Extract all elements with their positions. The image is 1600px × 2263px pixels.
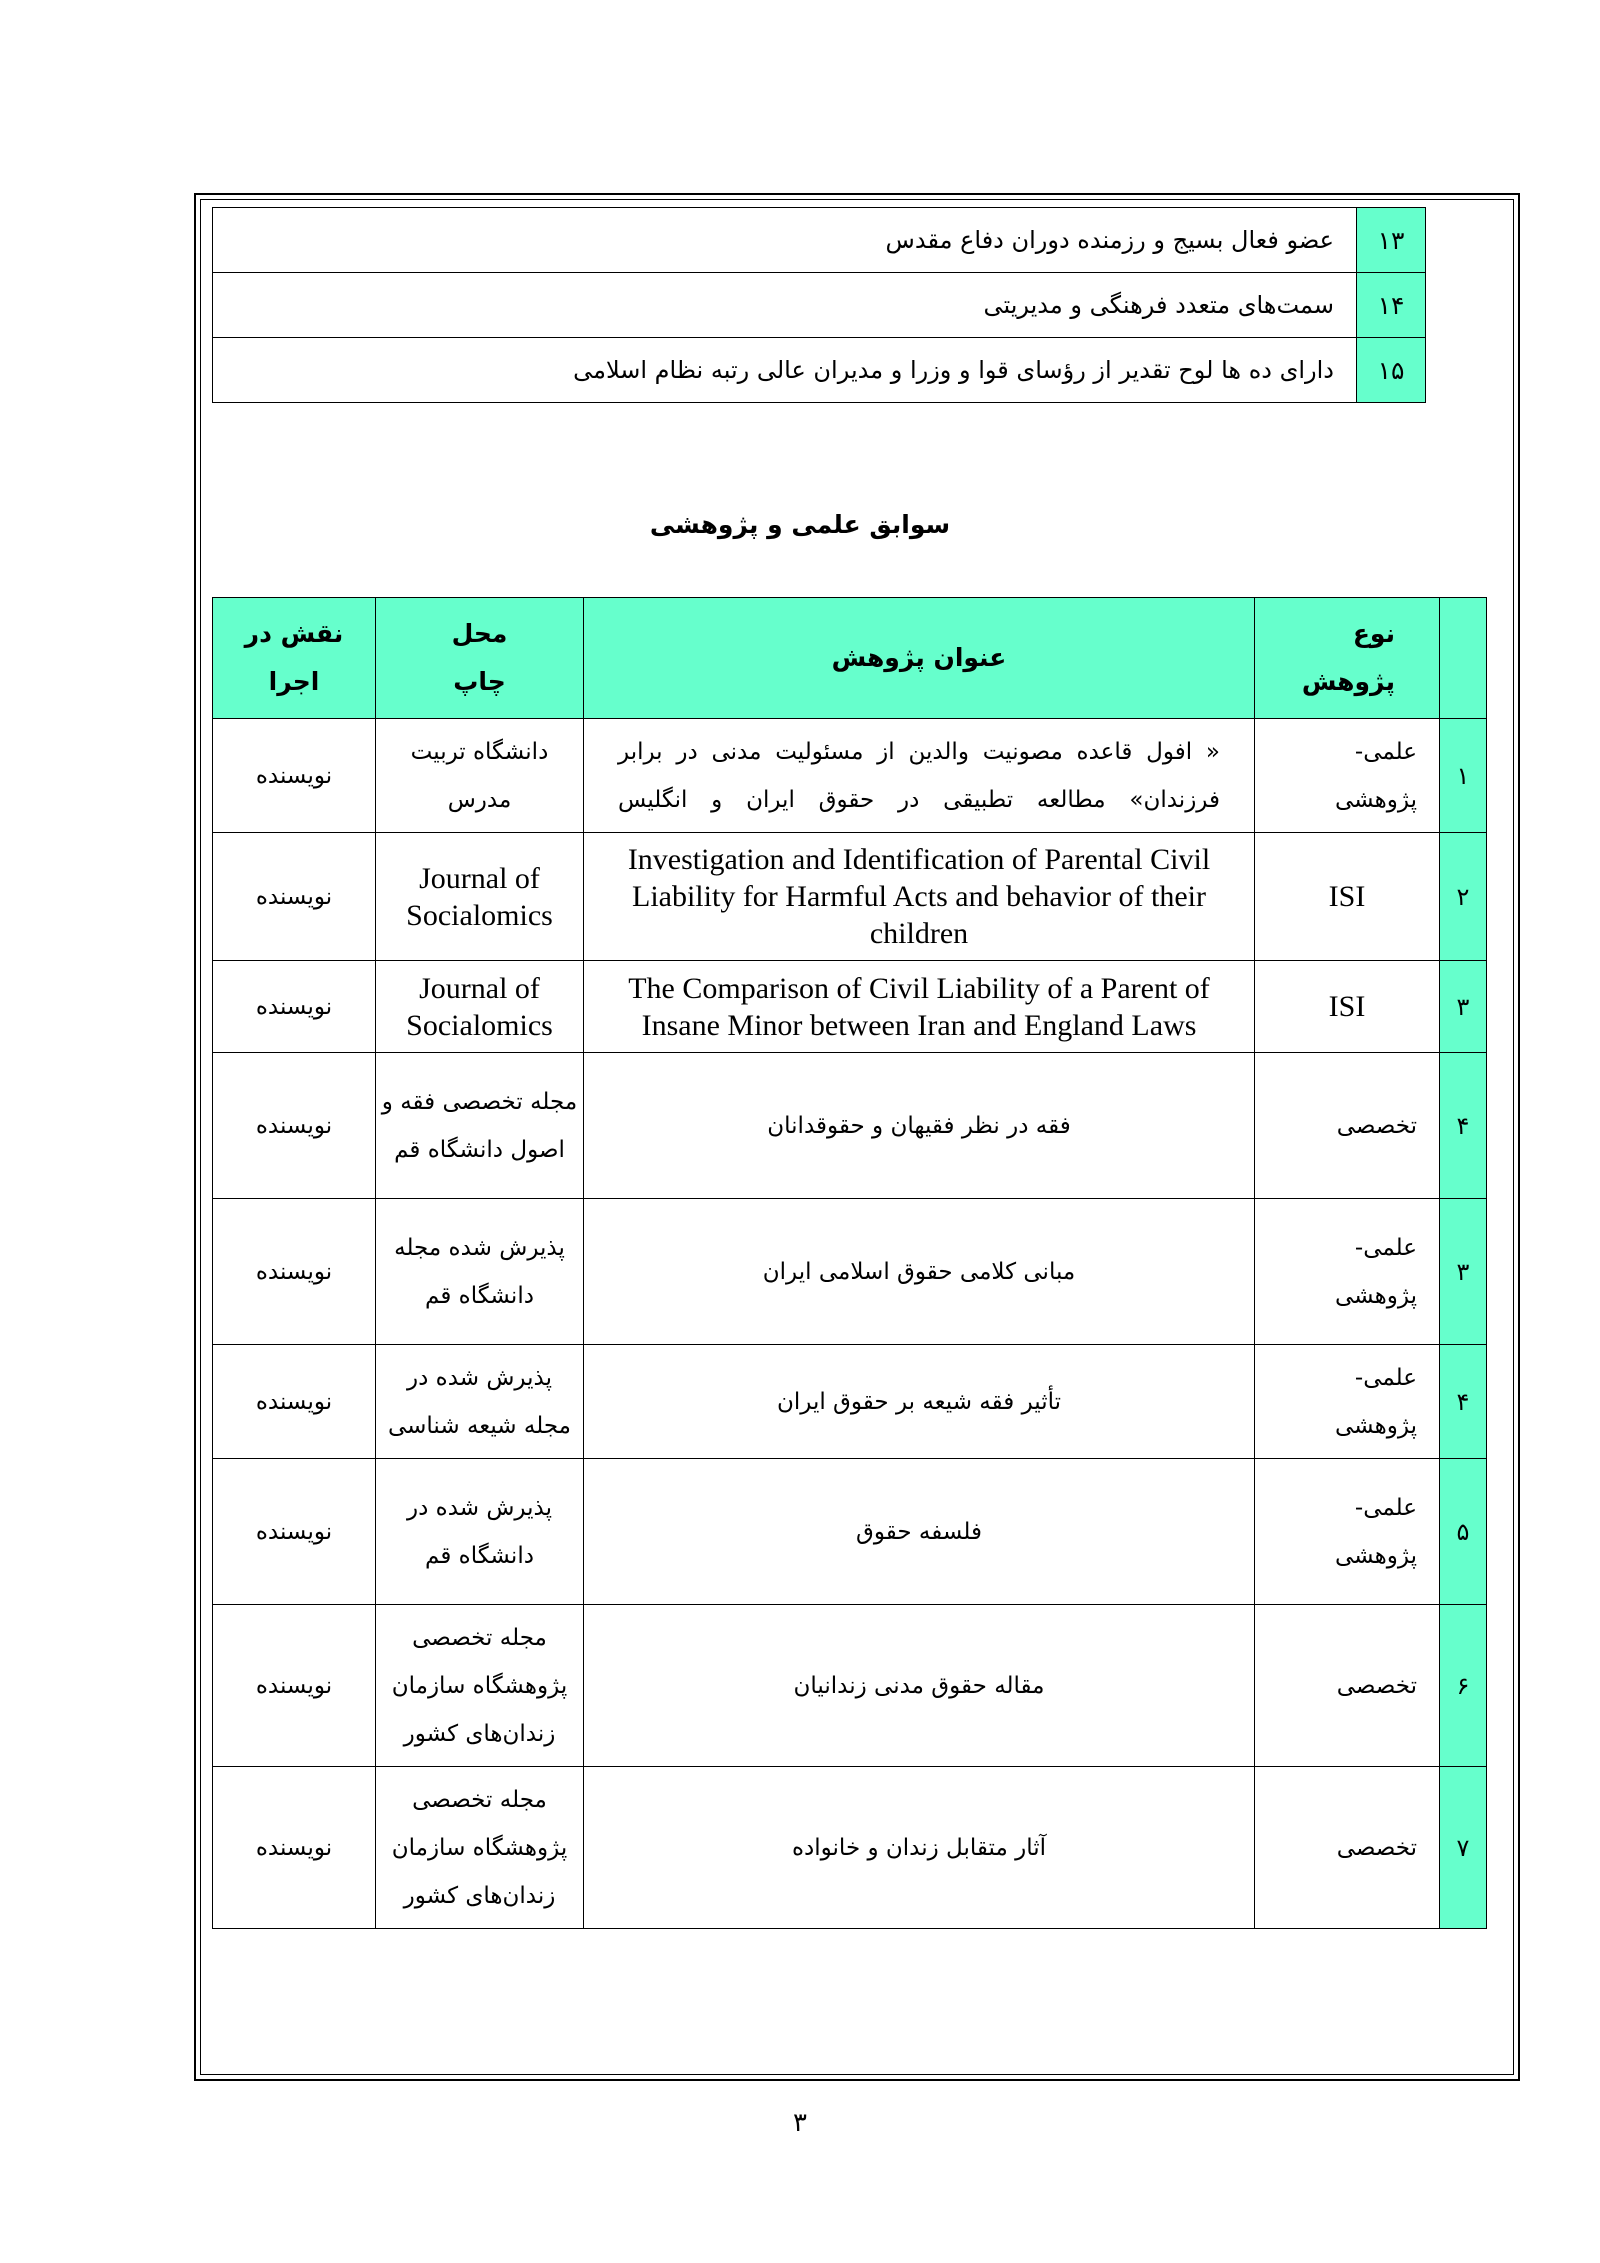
honors-list-table bbox=[212, 207, 1426, 403]
research-type-line: پژوهشی bbox=[1334, 1282, 1417, 1309]
research-title-line: تأثیر فقه شیعه بر حقوق ایران bbox=[776, 1388, 1062, 1415]
research-title-line: مقاله حقوق مدنی زندانیان bbox=[793, 1672, 1045, 1699]
section-title: سوابق علمی و پژوهشی bbox=[649, 510, 951, 539]
row-index: ۱ bbox=[1440, 719, 1487, 833]
research-title-line: فلسفه حقوق bbox=[856, 1518, 982, 1545]
research-type-line: علمی- bbox=[1354, 1494, 1417, 1521]
research-table bbox=[212, 597, 1487, 1929]
research-type bbox=[1255, 1459, 1440, 1605]
row-index: ۵ bbox=[1440, 1459, 1487, 1605]
publication-place-line: زندان‌های کشور bbox=[403, 1882, 556, 1909]
research-title bbox=[584, 719, 1255, 833]
publication-place-line: زندان‌های کشور bbox=[403, 1720, 556, 1747]
publication-place bbox=[376, 1605, 584, 1767]
publication-place-line: پذیرش شده مجله bbox=[394, 1234, 565, 1261]
role-in-execution: نویسنده bbox=[213, 961, 376, 1053]
header-role-line: اجرا bbox=[268, 667, 320, 696]
research-title bbox=[584, 961, 1255, 1053]
header-role-line: نقش در bbox=[244, 619, 344, 648]
research-type-line: تخصصی bbox=[1336, 1834, 1417, 1861]
row-index: ۳ bbox=[1440, 961, 1487, 1053]
list-row bbox=[213, 338, 1426, 403]
list-item-text: دارای ده ها لوح تقدیر از رؤسای قوا و وزرا و مدیران عالی رتبه نظام اسلامی bbox=[213, 338, 1357, 403]
list-item-number: ۱۵ bbox=[1357, 338, 1426, 403]
row-index: ۴ bbox=[1440, 1053, 1487, 1199]
publication-place bbox=[376, 1345, 584, 1459]
role-in-execution: نویسنده bbox=[213, 1053, 376, 1199]
header-type bbox=[1255, 598, 1440, 719]
research-type-line: ISI bbox=[1328, 990, 1366, 1023]
publication-place-line: مجله تخصصی bbox=[412, 1624, 547, 1651]
row-index: ۷ bbox=[1440, 1767, 1487, 1929]
publication-place bbox=[376, 961, 584, 1053]
research-type-line: تخصصی bbox=[1336, 1112, 1417, 1139]
publication-place-line: مدرس bbox=[447, 786, 512, 813]
research-type bbox=[1255, 1767, 1440, 1929]
research-title bbox=[584, 833, 1255, 961]
research-type bbox=[1255, 961, 1440, 1053]
research-type bbox=[1255, 1605, 1440, 1767]
publication-place-line: دانشگاه قم bbox=[425, 1542, 534, 1569]
research-type-line: علمی- bbox=[1354, 1364, 1417, 1391]
research-title-line: Liability for Harmful Acts and behavior of their bbox=[632, 880, 1206, 913]
research-table-header bbox=[213, 598, 1487, 719]
research-title-line: children bbox=[869, 917, 969, 950]
research-type bbox=[1255, 719, 1440, 833]
publication-place-line: مجله تخصصی فقه و bbox=[381, 1088, 578, 1115]
header-place-line: محل bbox=[451, 619, 508, 648]
research-row bbox=[213, 719, 1487, 833]
publication-place-line: Journal of bbox=[419, 971, 540, 1005]
research-type-line: پژوهشی bbox=[1334, 1412, 1417, 1439]
list-item-number: ۱۴ bbox=[1357, 273, 1426, 338]
row-index: ۳ bbox=[1440, 1199, 1487, 1345]
research-row bbox=[213, 961, 1487, 1053]
research-row bbox=[213, 1459, 1487, 1605]
row-index: ۴ bbox=[1440, 1345, 1487, 1459]
research-row bbox=[213, 1767, 1487, 1929]
research-title bbox=[584, 1199, 1255, 1345]
role-in-execution: نویسنده bbox=[213, 1459, 376, 1605]
research-title bbox=[584, 1767, 1255, 1929]
header-title: عنوان پژوهش bbox=[584, 598, 1255, 719]
research-type-line: پژوهشی bbox=[1334, 1542, 1417, 1569]
research-title-line: فرزندان» مطالعه تطبیقی در حقوق ایران و انگلیس bbox=[618, 786, 1220, 813]
publication-place-line: دانشگاه قم bbox=[425, 1282, 534, 1309]
research-type-line: پژوهشی bbox=[1334, 786, 1417, 813]
research-title bbox=[584, 1459, 1255, 1605]
publication-place-line: پژوهشگاه سازمان bbox=[391, 1834, 568, 1861]
publication-place-line: مجله شیعه شناسی bbox=[387, 1412, 572, 1439]
research-row bbox=[213, 1053, 1487, 1199]
header-place bbox=[376, 598, 584, 719]
publication-place bbox=[376, 1053, 584, 1199]
publication-place-line: اصول دانشگاه قم bbox=[394, 1136, 565, 1163]
research-title-line: The Comparison of Civil Liability of a Parent of bbox=[628, 971, 1210, 1005]
row-index: ۶ bbox=[1440, 1605, 1487, 1767]
role-in-execution: نویسنده bbox=[213, 833, 376, 961]
research-row bbox=[213, 1199, 1487, 1345]
research-type-line: علمی- bbox=[1354, 738, 1417, 765]
research-title-line: فقه در نظر فقیهان و حقوقدانان bbox=[767, 1112, 1071, 1139]
research-type bbox=[1255, 833, 1440, 961]
publication-place bbox=[376, 1459, 584, 1605]
header-role bbox=[213, 598, 376, 719]
research-title-line: Investigation and Identification of Parental Civil bbox=[627, 843, 1211, 876]
publication-place-line: دانشگاه تربیت bbox=[410, 738, 549, 765]
publication-place-line: Socialomics bbox=[406, 1008, 553, 1042]
research-title-line: مبانی کلامی حقوق اسلامی ایران bbox=[762, 1258, 1076, 1285]
list-row bbox=[213, 208, 1426, 273]
role-in-execution: نویسنده bbox=[213, 1345, 376, 1459]
publication-place bbox=[376, 1199, 584, 1345]
header-index-cell bbox=[1440, 598, 1487, 719]
publication-place bbox=[376, 719, 584, 833]
research-type-line: علمی- bbox=[1354, 1234, 1417, 1261]
role-in-execution: نویسنده bbox=[213, 1767, 376, 1929]
list-row bbox=[213, 273, 1426, 338]
header-type-line: پژوهش bbox=[1301, 667, 1395, 696]
research-title bbox=[584, 1605, 1255, 1767]
research-title bbox=[584, 1345, 1255, 1459]
research-title-line: Insane Minor between Iran and England Laws bbox=[641, 1008, 1197, 1042]
role-in-execution: نویسنده bbox=[213, 1605, 376, 1767]
research-type-line: تخصصی bbox=[1336, 1672, 1417, 1699]
list-item-number: ۱۳ bbox=[1357, 208, 1426, 273]
publication-place bbox=[376, 833, 584, 961]
research-title-line: آثار متقابل زندان و خانواده bbox=[791, 1834, 1047, 1861]
role-in-execution: نویسنده bbox=[213, 719, 376, 833]
research-row bbox=[213, 833, 1487, 961]
list-item-text: عضو فعال بسیج و رزمنده دوران دفاع مقدس bbox=[213, 208, 1357, 273]
publication-place-line: Journal of bbox=[419, 861, 540, 895]
research-title bbox=[584, 1053, 1255, 1199]
page-number: ۳ bbox=[793, 2108, 807, 2138]
header-type-line: نوع bbox=[1352, 619, 1395, 648]
research-title-line: « افول قاعده مصونیت والدین از مسئولیت مدنی در برابر bbox=[618, 738, 1220, 765]
header-place-line: چاپ bbox=[453, 667, 506, 696]
research-type bbox=[1255, 1199, 1440, 1345]
publication-place-line: پذیرش شده در bbox=[406, 1494, 552, 1521]
research-table-body bbox=[213, 719, 1487, 1929]
publication-place bbox=[376, 1767, 584, 1929]
research-type-line: ISI bbox=[1328, 880, 1366, 913]
publication-place-line: پذیرش شده در bbox=[406, 1364, 552, 1391]
publication-place-line: Socialomics bbox=[406, 898, 553, 932]
publication-place-line: مجله تخصصی bbox=[412, 1786, 547, 1813]
role-in-execution: نویسنده bbox=[213, 1199, 376, 1345]
publication-place-line: پژوهشگاه سازمان bbox=[391, 1672, 568, 1699]
list-item-text: سمت‌های متعدد فرهنگی و مدیریتی bbox=[213, 273, 1357, 338]
research-row bbox=[213, 1345, 1487, 1459]
research-type bbox=[1255, 1345, 1440, 1459]
research-row bbox=[213, 1605, 1487, 1767]
research-type bbox=[1255, 1053, 1440, 1199]
row-index: ۲ bbox=[1440, 833, 1487, 961]
